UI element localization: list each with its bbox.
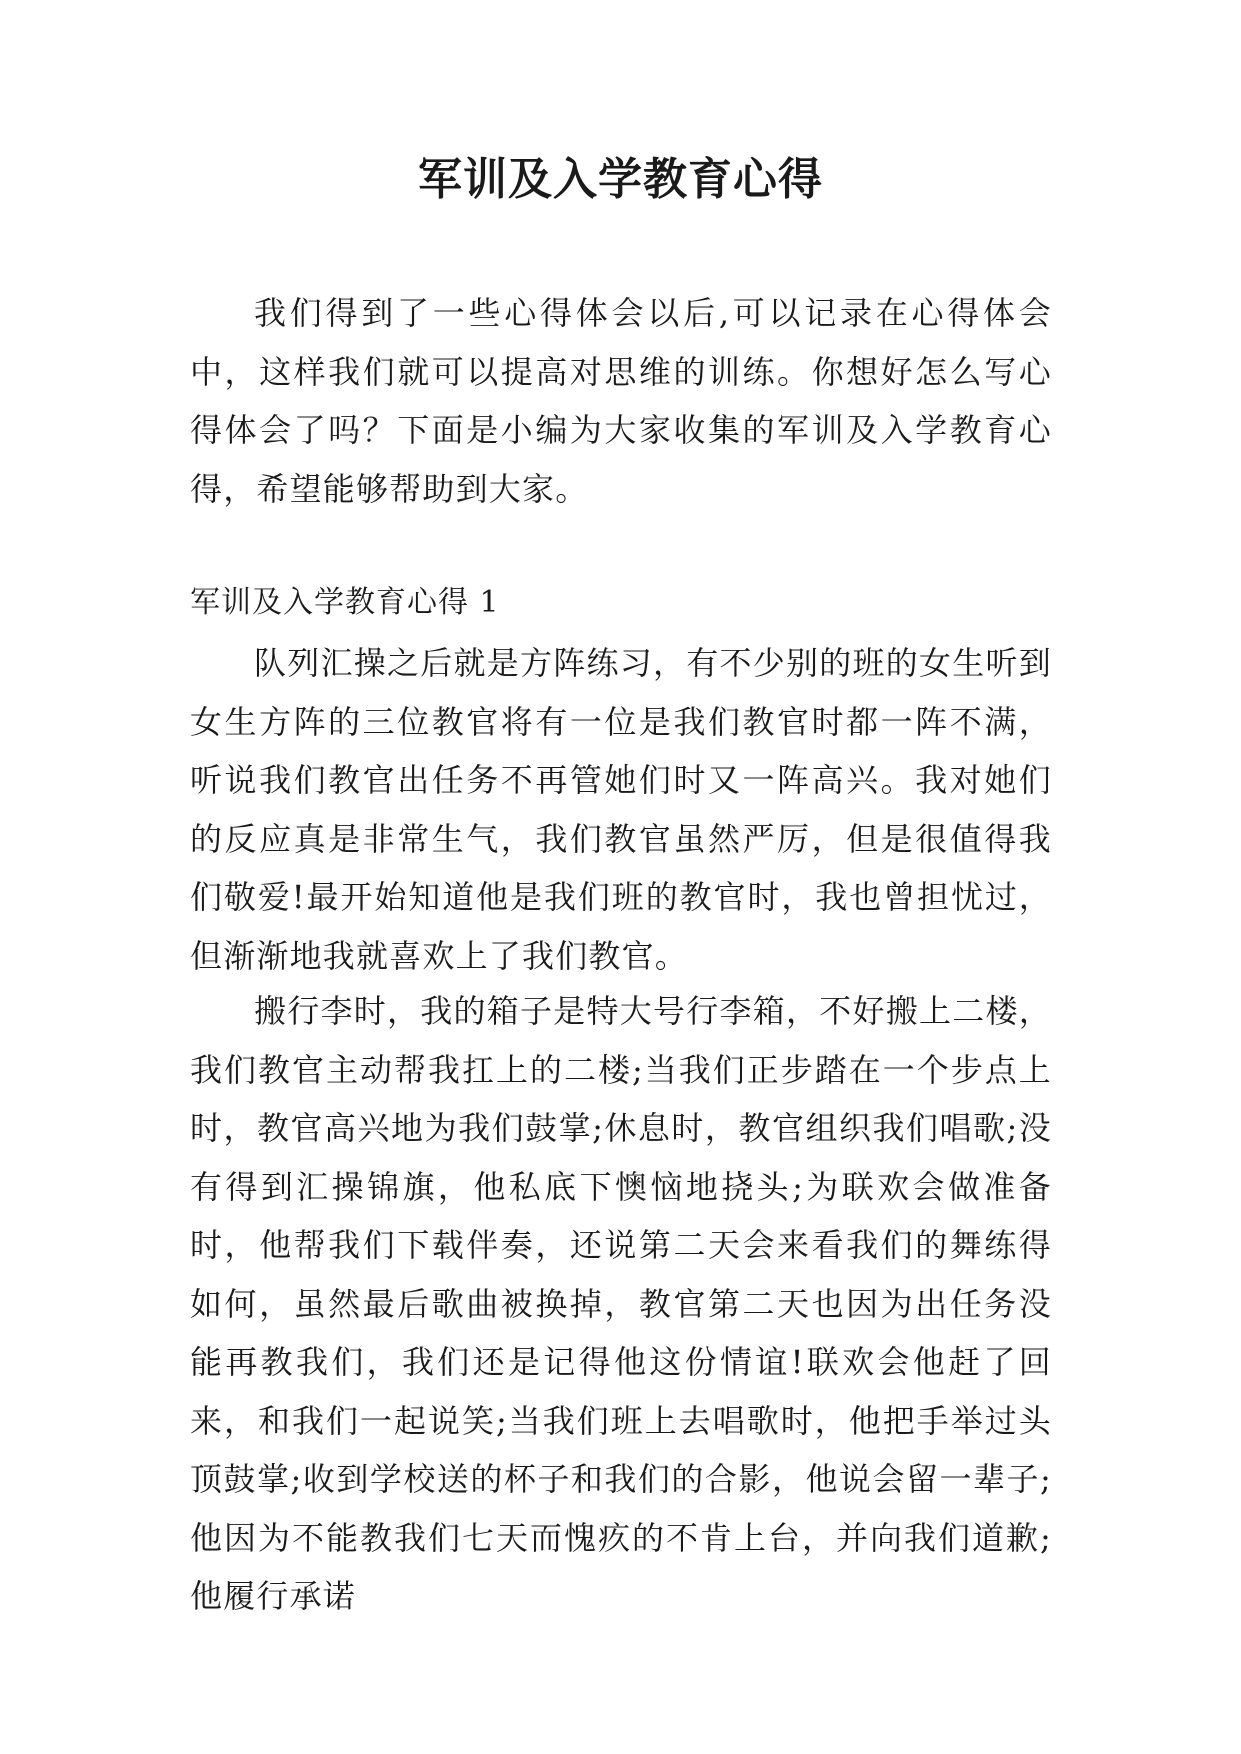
intro-paragraph: 我们得到了一些心得体会以后,可以记录在心得体会中，这样我们就可以提高对思维的训练。你想好怎么写心得体会了吗？下面是小编为大家收集的军训及入学教育心得，希望能够帮助到大家。 [190, 294, 1052, 508]
section-1-paragraph-2: 搬行李时，我的箱子是特大号行李箱，不好搬上二楼，我们教官主动帮我扛上的二楼;当我们正步踏在一个步点上时，教官高兴地为我们鼓掌;休息时，教官组织我们唱歌;没有得到汇操锦旗，他私底下懊恼地挠头;为联欢会做准备时，他帮我们下载伴奏，还说第二天会来看我们的舞练得如何，虽然最后歌曲被换掉，教官第二天也因为出任务没能再教我们，我们还是记得他这份情谊!联欢会他赶了回来，和我们一起说笑;当我们班上去唱歌时，他把手举过头顶鼓掌;收到学校送的杯子和我们的合影，他说会留一辈子;他因为不能教我们七天而愧疚的不肯上台，并向我们道歉;他履行承诺 [190, 992, 1052, 1615]
document-title: 军训及入学教育心得 [418, 154, 823, 205]
section-heading: 军训及入学教育心得 1 [190, 585, 500, 620]
section-1-paragraph-1: 队列汇操之后就是方阵练习，有不少别的班的女生听到女生方阵的三位教官将有一位是我们教官时都一阵不满，听说我们教官出任务不再管她们时又一阵高兴。我对她们的反应真是非常生气，我们教官虽然严厉，但是很值得我们敬爱!最开始知道他是我们班的教官时，我也曾担忧过，但渐渐地我就喜欢上了我们教官。 [190, 644, 1052, 975]
